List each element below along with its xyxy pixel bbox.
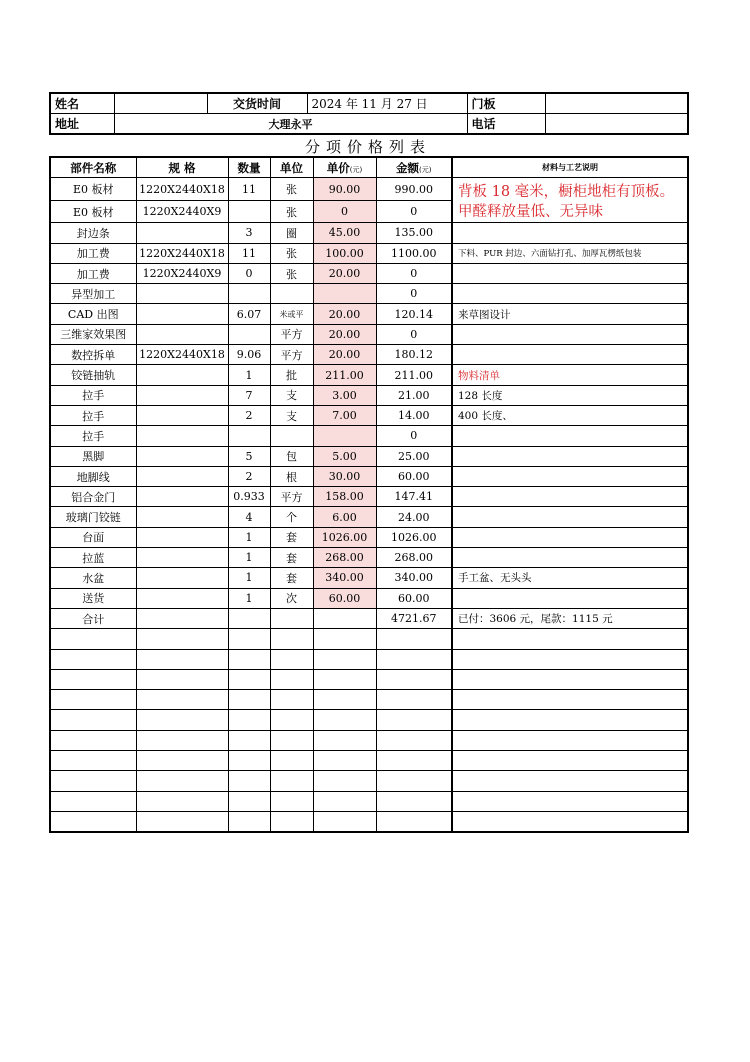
table-row (50, 324, 688, 344)
cell-qty[interactable]: 7 (228, 385, 270, 405)
table-row (50, 426, 688, 446)
cell-spec[interactable] (136, 385, 228, 405)
note-board-description[interactable]: 背板 18 毫米，橱柜地柜有顶板。甲醛释放量低、无异味 (452, 178, 688, 223)
cell-unit[interactable] (270, 426, 313, 446)
price-table (49, 156, 689, 833)
cell-unit[interactable]: 批 (270, 365, 313, 385)
header-price-unit: (元) (349, 165, 363, 174)
cell-qty[interactable]: 11 (228, 243, 270, 263)
cell-price[interactable] (313, 669, 376, 689)
cell-unit[interactable] (270, 791, 313, 811)
header-spec: 规 格 (136, 157, 228, 178)
cell-part[interactable] (50, 811, 136, 832)
cell-unit[interactable]: 支 (270, 405, 313, 425)
cell-notes[interactable] (452, 223, 688, 243)
cell-qty[interactable]: 1 (228, 588, 270, 608)
cell-amount[interactable]: 180.12 (376, 345, 452, 365)
cell-notes[interactable] (452, 507, 688, 527)
cell-part[interactable] (50, 649, 136, 669)
table-row (50, 365, 688, 385)
cell-part[interactable]: 铝合金门 (50, 487, 136, 507)
cell-spec[interactable]: 1220X2440X9 (136, 200, 228, 223)
cell-price[interactable]: 20.00 (313, 304, 376, 324)
name-value[interactable] (114, 93, 207, 114)
cell-amount[interactable] (376, 629, 452, 649)
cell-notes[interactable] (452, 345, 688, 365)
cell-spec[interactable] (136, 284, 228, 304)
cell-spec[interactable] (136, 690, 228, 710)
cell-part[interactable]: 拉蓝 (50, 548, 136, 568)
cell-unit[interactable]: 张 (270, 243, 313, 263)
cell-qty[interactable]: 2 (228, 466, 270, 486)
cell-amount[interactable]: 60.00 (376, 588, 452, 608)
cell-unit[interactable] (270, 730, 313, 750)
cell-notes[interactable] (452, 527, 688, 547)
cell-part[interactable] (50, 669, 136, 689)
cell-unit[interactable] (270, 629, 313, 649)
empty-row (50, 791, 688, 811)
cell-spec[interactable] (136, 405, 228, 425)
cell-price[interactable] (313, 730, 376, 750)
cell-qty[interactable]: 9.06 (228, 345, 270, 365)
cell-qty[interactable] (228, 629, 270, 649)
cell-price[interactable]: 7.00 (313, 405, 376, 425)
cell-part[interactable]: E0 板材 (50, 178, 136, 201)
table-row (50, 466, 688, 486)
cell-notes[interactable] (452, 629, 688, 649)
cell-price[interactable] (313, 751, 376, 771)
cell-amount[interactable] (376, 710, 452, 730)
cell-qty[interactable] (228, 649, 270, 669)
cell-part[interactable]: 拉手 (50, 426, 136, 446)
cell-amount[interactable]: 21.00 (376, 385, 452, 405)
cell-notes[interactable] (452, 263, 688, 283)
cell-price[interactable] (313, 690, 376, 710)
cell-amount[interactable]: 1026.00 (376, 527, 452, 547)
table-row (50, 507, 688, 527)
cell-unit[interactable]: 根 (270, 466, 313, 486)
empty-row (50, 710, 688, 730)
header-amount-text: 金额 (396, 160, 420, 175)
cell-qty[interactable]: 1 (228, 568, 270, 588)
cell-amount[interactable] (376, 669, 452, 689)
table-row (50, 284, 688, 304)
table-row (50, 405, 688, 425)
empty-row (50, 811, 688, 832)
cell-unit[interactable]: 张 (270, 178, 313, 201)
header-part: 部件名称 (50, 157, 136, 178)
cell-notes[interactable] (452, 710, 688, 730)
cell-unit[interactable]: 张 (270, 200, 313, 223)
cell-unit[interactable] (270, 649, 313, 669)
cell-spec[interactable] (136, 223, 228, 243)
table-row (50, 263, 688, 283)
cell-spec[interactable] (136, 751, 228, 771)
total-amount: 4721.67 (376, 608, 452, 628)
cell-amount[interactable] (376, 690, 452, 710)
cell-part[interactable]: 台面 (50, 527, 136, 547)
payment-note[interactable]: 已付：3606 元，尾款：1115 元 (452, 608, 688, 628)
cell-amount[interactable]: 340.00 (376, 568, 452, 588)
cell-qty[interactable] (228, 730, 270, 750)
cell-part[interactable]: 封边条 (50, 223, 136, 243)
cell-amount[interactable]: 0 (376, 200, 452, 223)
cell-price[interactable]: 6.00 (313, 507, 376, 527)
cell-spec[interactable]: 1220X2440X18 (136, 345, 228, 365)
cell-price[interactable] (313, 284, 376, 304)
cell-unit[interactable]: 支 (270, 385, 313, 405)
cell-qty[interactable] (228, 791, 270, 811)
cell-unit[interactable]: 套 (270, 527, 313, 547)
cell-unit[interactable]: 次 (270, 588, 313, 608)
cell-part[interactable] (50, 690, 136, 710)
cell-price[interactable]: 158.00 (313, 487, 376, 507)
cell-qty[interactable]: 6.07 (228, 304, 270, 324)
cell-amount[interactable]: 135.00 (376, 223, 452, 243)
note-processing[interactable]: 下料、PUR 封边、六面钻打孔、加厚瓦楞纸包装 (452, 243, 688, 263)
cell-qty[interactable]: 1 (228, 365, 270, 385)
cell-notes[interactable] (452, 466, 688, 486)
cell-spec[interactable]: 1220X2440X9 (136, 263, 228, 283)
cell-qty[interactable] (228, 710, 270, 730)
cell-unit[interactable]: 张 (270, 263, 313, 283)
cell-price[interactable]: 211.00 (313, 365, 376, 385)
cell-part[interactable]: 三维家效果图 (50, 324, 136, 344)
cell-notes[interactable] (452, 649, 688, 669)
note-handle-400[interactable]: 400 长度、 (452, 405, 688, 425)
empty-row (50, 649, 688, 669)
cell-spec[interactable] (136, 669, 228, 689)
cell-part[interactable]: CAD 出图 (50, 304, 136, 324)
cell-qty[interactable] (228, 690, 270, 710)
cell-amount[interactable]: 0 (376, 263, 452, 283)
delivery-time-label: 交货时间 (207, 93, 307, 114)
cell-price[interactable]: 1026.00 (313, 527, 376, 547)
cell-spec[interactable] (136, 811, 228, 832)
cell-unit[interactable] (270, 669, 313, 689)
table-row (50, 568, 688, 588)
note-cad[interactable]: 来草图设计 (452, 304, 688, 324)
cell-spec[interactable] (136, 568, 228, 588)
cell-notes[interactable] (452, 324, 688, 344)
cell-amount[interactable]: 0 (376, 426, 452, 446)
cell-spec[interactable] (136, 487, 228, 507)
cell-qty[interactable]: 1 (228, 527, 270, 547)
cell-unit[interactable]: 套 (270, 548, 313, 568)
cell-amount[interactable]: 147.41 (376, 487, 452, 507)
cell-spec[interactable]: 1220X2440X18 (136, 178, 228, 201)
cell-part[interactable]: 地脚线 (50, 466, 136, 486)
table-header-row (50, 157, 688, 178)
cell-price[interactable] (313, 791, 376, 811)
cell-amount[interactable] (376, 649, 452, 669)
cell-spec[interactable]: 1220X2440X18 (136, 243, 228, 263)
cell-amount[interactable]: 24.00 (376, 507, 452, 527)
cell-qty[interactable] (228, 324, 270, 344)
cell-price[interactable]: 100.00 (313, 243, 376, 263)
total-row (50, 608, 688, 628)
cell-qty[interactable]: 0.933 (228, 487, 270, 507)
cell-amount[interactable]: 268.00 (376, 548, 452, 568)
header-qty: 数量 (228, 157, 270, 178)
cell-notes[interactable] (452, 811, 688, 832)
table-row (50, 588, 688, 608)
cell-unit[interactable] (270, 690, 313, 710)
cell-amount[interactable] (376, 811, 452, 832)
cell-amount[interactable] (376, 751, 452, 771)
phone-label: 电话 (467, 114, 545, 135)
cell-amount[interactable] (376, 771, 452, 791)
cell-price[interactable]: 60.00 (313, 588, 376, 608)
cell-price[interactable] (313, 811, 376, 832)
cell-spec[interactable] (136, 649, 228, 669)
cell-spec[interactable] (136, 588, 228, 608)
cell-amount[interactable]: 0 (376, 324, 452, 344)
empty-row (50, 730, 688, 750)
cell-price[interactable] (313, 771, 376, 791)
cell-part[interactable] (50, 771, 136, 791)
table-row (50, 243, 688, 263)
header-price (313, 157, 376, 178)
empty-row (50, 690, 688, 710)
cell-spec[interactable] (136, 304, 228, 324)
cell-unit[interactable]: 米或平 (270, 304, 313, 324)
cell-price[interactable]: 20.00 (313, 345, 376, 365)
cell-qty[interactable] (228, 608, 270, 628)
cell-price[interactable]: 20.00 (313, 324, 376, 344)
cell-price[interactable] (313, 629, 376, 649)
table-row (50, 446, 688, 466)
cell-amount[interactable]: 0 (376, 284, 452, 304)
table-row (50, 223, 688, 243)
cell-part[interactable] (50, 730, 136, 750)
cell-notes[interactable] (452, 446, 688, 466)
note-hardware-list[interactable]: 物料清单 (452, 365, 688, 385)
table-row (50, 345, 688, 365)
cell-amount[interactable]: 1100.00 (376, 243, 452, 263)
header-notes: 材料与工艺说明 (452, 157, 688, 178)
cell-unit[interactable] (270, 751, 313, 771)
header-amount (376, 157, 452, 178)
note-sink[interactable]: 手工盆、无头头 (452, 568, 688, 588)
page-title: 分项价格列表 (304, 138, 431, 156)
cell-spec[interactable] (136, 548, 228, 568)
cell-qty[interactable] (228, 200, 270, 223)
cell-qty[interactable] (228, 284, 270, 304)
door-panel-label: 门板 (467, 93, 545, 114)
cell-notes[interactable] (452, 669, 688, 689)
cell-part[interactable] (50, 629, 136, 649)
cell-spec[interactable] (136, 507, 228, 527)
cell-unit[interactable] (270, 771, 313, 791)
door-panel-value[interactable] (545, 93, 688, 114)
table-row (50, 487, 688, 507)
cell-notes[interactable] (452, 487, 688, 507)
cell-part[interactable]: 加工费 (50, 263, 136, 283)
cell-spec[interactable] (136, 629, 228, 649)
cell-amount[interactable] (376, 791, 452, 811)
cell-amount[interactable]: 60.00 (376, 466, 452, 486)
table-row (50, 178, 688, 201)
cell-price[interactable]: 30.00 (313, 466, 376, 486)
cell-unit[interactable] (270, 710, 313, 730)
cell-notes[interactable] (452, 690, 688, 710)
cell-spec[interactable] (136, 466, 228, 486)
cell-part[interactable]: 异型加工 (50, 284, 136, 304)
empty-row (50, 771, 688, 791)
header-price-text: 单价 (326, 160, 350, 175)
cell-qty[interactable]: 2 (228, 405, 270, 425)
cell-spec[interactable] (136, 446, 228, 466)
cell-price[interactable]: 90.00 (313, 178, 376, 201)
header-amount-unit: (元) (419, 165, 432, 174)
cell-amount[interactable]: 120.14 (376, 304, 452, 324)
cell-qty[interactable] (228, 669, 270, 689)
table-row (50, 548, 688, 568)
cell-part[interactable]: 数控拆单 (50, 345, 136, 365)
cell-notes[interactable] (452, 588, 688, 608)
cell-unit[interactable]: 套 (270, 568, 313, 588)
cell-price[interactable]: 3.00 (313, 385, 376, 405)
cell-notes[interactable] (452, 730, 688, 750)
cell-unit[interactable]: 平方 (270, 345, 313, 365)
cell-price[interactable]: 20.00 (313, 263, 376, 283)
empty-row (50, 629, 688, 649)
cell-qty[interactable]: 4 (228, 507, 270, 527)
cell-price[interactable] (313, 608, 376, 628)
cell-unit[interactable] (270, 284, 313, 304)
cell-notes[interactable] (452, 548, 688, 568)
cell-part[interactable] (50, 791, 136, 811)
cell-notes[interactable] (452, 771, 688, 791)
cell-notes[interactable] (452, 426, 688, 446)
cell-spec[interactable] (136, 710, 228, 730)
cell-price[interactable] (313, 649, 376, 669)
cell-price[interactable]: 340.00 (313, 568, 376, 588)
empty-row (50, 669, 688, 689)
cell-qty[interactable] (228, 751, 270, 771)
cell-amount[interactable]: 211.00 (376, 365, 452, 385)
cell-price[interactable] (313, 710, 376, 730)
cell-part[interactable]: 黑脚 (50, 446, 136, 466)
cell-qty[interactable]: 0 (228, 263, 270, 283)
cell-amount[interactable] (376, 730, 452, 750)
cell-part[interactable]: 水盆 (50, 568, 136, 588)
table-row (50, 527, 688, 547)
address-value[interactable]: 大理永平 (114, 114, 467, 135)
delivery-time-value[interactable]: 2024 年 11 月 27 日 (307, 93, 467, 114)
cell-notes[interactable] (452, 791, 688, 811)
cell-qty[interactable]: 3 (228, 223, 270, 243)
cell-qty[interactable] (228, 811, 270, 832)
empty-row (50, 751, 688, 771)
cell-spec[interactable] (136, 730, 228, 750)
cell-unit[interactable]: 平方 (270, 487, 313, 507)
cell-part[interactable]: 铰链抽轨 (50, 365, 136, 385)
total-label: 合计 (50, 608, 136, 628)
cell-price[interactable]: 0 (313, 200, 376, 223)
cell-notes[interactable] (452, 284, 688, 304)
cell-notes[interactable] (452, 751, 688, 771)
cell-part[interactable]: 送货 (50, 588, 136, 608)
cell-spec[interactable] (136, 365, 228, 385)
cell-price[interactable] (313, 426, 376, 446)
cell-spec[interactable] (136, 527, 228, 547)
cell-amount[interactable]: 990.00 (376, 178, 452, 201)
note-handle-128[interactable]: 128 长度 (452, 385, 688, 405)
cell-price[interactable]: 45.00 (313, 223, 376, 243)
cell-spec[interactable] (136, 608, 228, 628)
cell-unit[interactable]: 平方 (270, 324, 313, 344)
cell-part[interactable] (50, 751, 136, 771)
cell-part[interactable]: 加工费 (50, 243, 136, 263)
cell-unit[interactable]: 包 (270, 446, 313, 466)
cell-qty[interactable]: 11 (228, 178, 270, 201)
phone-value[interactable] (545, 114, 688, 135)
header-unit: 单位 (270, 157, 313, 178)
customer-info-table (49, 92, 689, 135)
cell-part[interactable] (50, 710, 136, 730)
table-row (50, 385, 688, 405)
cell-qty[interactable]: 5 (228, 446, 270, 466)
cell-qty[interactable] (228, 771, 270, 791)
cell-price[interactable]: 268.00 (313, 548, 376, 568)
address-label: 地址 (50, 114, 114, 135)
cell-part[interactable]: E0 板材 (50, 200, 136, 223)
cell-part[interactable]: 玻璃门铰链 (50, 507, 136, 527)
table-row (50, 304, 688, 324)
cell-spec[interactable] (136, 426, 228, 446)
cell-unit[interactable]: 个 (270, 507, 313, 527)
cell-amount[interactable]: 14.00 (376, 405, 452, 425)
cell-qty[interactable] (228, 426, 270, 446)
cell-spec[interactable] (136, 771, 228, 791)
cell-price[interactable]: 5.00 (313, 446, 376, 466)
cell-spec[interactable] (136, 791, 228, 811)
cell-unit[interactable]: 圈 (270, 223, 313, 243)
name-label: 姓名 (50, 93, 114, 114)
cell-part[interactable]: 拉手 (50, 405, 136, 425)
cell-spec[interactable] (136, 324, 228, 344)
cell-qty[interactable]: 1 (228, 548, 270, 568)
cell-unit[interactable] (270, 811, 313, 832)
cell-unit[interactable] (270, 608, 313, 628)
cell-amount[interactable]: 25.00 (376, 446, 452, 466)
cell-part[interactable]: 拉手 (50, 385, 136, 405)
